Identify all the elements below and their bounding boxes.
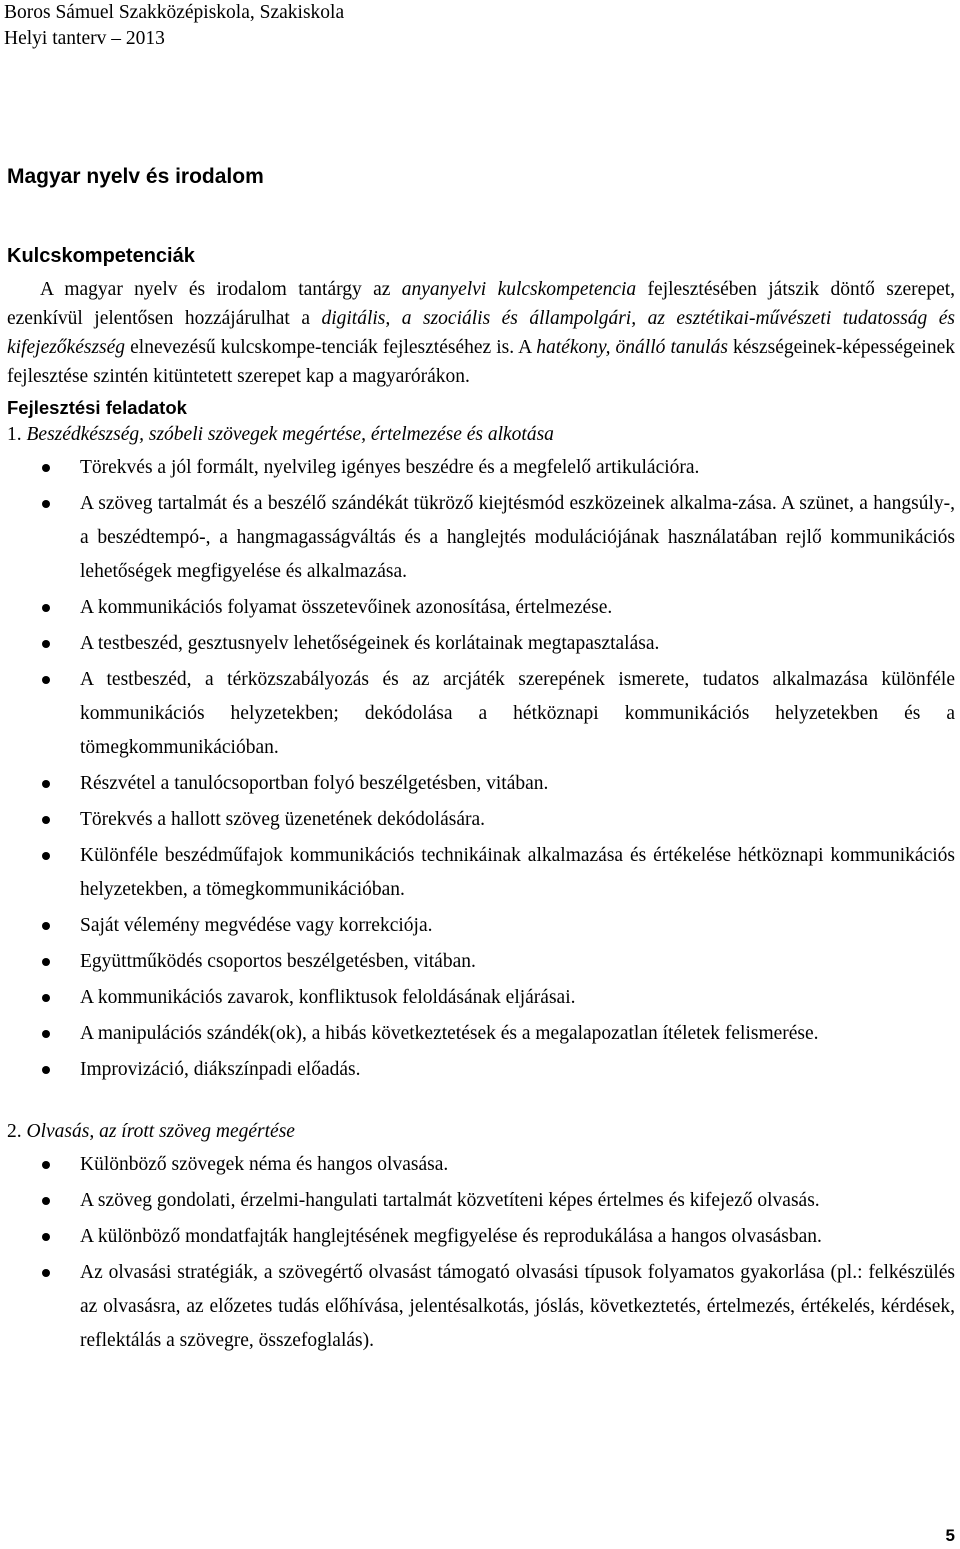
topic-heading bbox=[7, 420, 955, 449]
bullet-icon bbox=[42, 464, 50, 472]
bullet-icon bbox=[42, 994, 50, 1002]
list-item-text: A szöveg gondolati, érzelmi-hangulati tartalmát közvetíteni képes értelmes és kifejező olvasás. bbox=[80, 1190, 820, 1211]
list-item bbox=[7, 663, 955, 765]
list-item bbox=[7, 487, 955, 589]
intro-paragraph bbox=[7, 275, 955, 391]
list-item-text: Részvétel a tanulócsoportban folyó beszélgetésben, vitában. bbox=[80, 773, 549, 794]
bullet-icon bbox=[42, 780, 50, 788]
bullet-icon bbox=[42, 640, 50, 648]
list-item bbox=[7, 909, 955, 943]
topic-title: Olvasás, az írott szöveg megértése bbox=[26, 1121, 295, 1142]
list-item bbox=[7, 945, 955, 979]
bullet-icon bbox=[42, 816, 50, 824]
list-item bbox=[7, 839, 955, 907]
list-item bbox=[7, 1148, 955, 1182]
list-item bbox=[7, 803, 955, 837]
list-item bbox=[7, 1053, 955, 1087]
document-body bbox=[7, 163, 955, 1360]
document-subtitle: Helyi tanterv – 2013 bbox=[4, 28, 165, 49]
section-heading: Kulcskompetenciák bbox=[7, 245, 195, 267]
topic-number: 1. bbox=[7, 424, 22, 445]
list-item-text: Különféle beszédműfajok kommunikációs technikáinak alkalmazása és értékelése hétköznapi kommunikációs helyzetekben, a tömegkommunikációban. bbox=[80, 845, 955, 900]
list-item bbox=[7, 1220, 955, 1254]
list-item bbox=[7, 1256, 955, 1358]
list-item bbox=[7, 451, 955, 485]
list-item-text: Együttműködés csoportos beszélgetésben, vitában. bbox=[80, 951, 476, 972]
bullet-icon bbox=[42, 1269, 50, 1277]
list-item-text: A kommunikációs zavarok, konfliktusok feloldásának eljárásai. bbox=[80, 987, 576, 1008]
intro-run-italic: anyanyelvi kulcskompetencia bbox=[401, 279, 637, 300]
list-item-text: Saját vélemény megvédése vagy korrekciója. bbox=[80, 915, 433, 936]
page-number: 5 bbox=[945, 1526, 955, 1545]
list-item bbox=[7, 591, 955, 625]
page-header bbox=[4, 0, 344, 52]
school-name: Boros Sámuel Szakközépiskola, Szakiskola bbox=[4, 2, 345, 23]
intro-run: A magyar nyelv és irodalom tantárgy az bbox=[40, 279, 402, 300]
list-item-text: A kommunikációs folyamat összetevőinek azonosítása, értelmezése. bbox=[80, 597, 613, 618]
topic-section bbox=[7, 420, 955, 1087]
bullet-icon bbox=[42, 1233, 50, 1241]
bullet-list bbox=[7, 451, 955, 1087]
list-item-text: A szöveg tartalmát és a beszélő szándékát tükröző kiejtésmód eszközeinek alkalma-zása. A szünet, a hangsúly-, a beszédtempó-, a hangmagasságváltás és a hanglejtés modulációjának használatában rejlő kommunikációs lehetőségek megfigyelése és alkalmazása. bbox=[80, 493, 955, 582]
list-item bbox=[7, 981, 955, 1015]
list-item-text: Improvizáció, diákszínpadi előadás. bbox=[80, 1059, 361, 1080]
bullet-icon bbox=[42, 1030, 50, 1038]
list-item-text: A manipulációs szándék(ok), a hibás következtetések és a megalapozatlan ítéletek felismerése. bbox=[80, 1023, 819, 1044]
bullet-icon bbox=[42, 1197, 50, 1205]
bullet-list bbox=[7, 1148, 955, 1358]
intro-run: elnevezésű kulcskompe-tenciák fejlesztéséhez is. A bbox=[125, 337, 537, 358]
list-item-text: A testbeszéd, a térközszabályozás és az arcjáték szerepének ismerete, tudatos alkalmazása különféle kommunikációs helyzetekben; dekódolása a hétköznapi kommunikációs helyzetekben és a tömegkommunikációban. bbox=[80, 669, 955, 758]
intro-run: készségeinek-képességeinek fejlesztése szintén kitüntetett szerepet kap a magyarórákon. bbox=[7, 337, 955, 387]
tasks-heading: Fejlesztési feladatok bbox=[7, 397, 187, 418]
intro-run-italic: hatékony, önálló tanulás bbox=[536, 337, 728, 358]
list-item-text: A különböző mondatfajták hanglejtésének megfigyelése és reprodukálása a hangos olvasásban. bbox=[80, 1226, 822, 1247]
list-item bbox=[7, 767, 955, 801]
list-item-text: Az olvasási stratégiák, a szövegértő olvasást támogató olvasási típusok folyamatos gyakorlása (pl.: felkészülés az olvasásra, az előzetes tudás előhívása, jelentésalkotás, jóslás, következtetés, értelmezés, értékelés, kérdések, reflektálás a szövegre, összefoglalás). bbox=[80, 1262, 955, 1351]
list-item-text: Különböző szövegek néma és hangos olvasása. bbox=[80, 1154, 449, 1175]
topic-number: 2. bbox=[7, 1121, 22, 1142]
bullet-icon bbox=[42, 604, 50, 612]
list-item bbox=[7, 1017, 955, 1051]
bullet-icon bbox=[42, 676, 50, 684]
topic-title: Beszédkészség, szóbeli szövegek megértése, értelmezése és alkotása bbox=[26, 424, 554, 445]
list-item-text: Törekvés a hallott szöveg üzenetének dekódolására. bbox=[80, 809, 485, 830]
bullet-icon bbox=[42, 852, 50, 860]
list-item-text: Törekvés a jól formált, nyelvileg igényes beszédre és a megfelelő artikulációra. bbox=[80, 457, 700, 478]
list-item-text: A testbeszéd, gesztusnyelv lehetőségeinek és korlátainak megtapasztalása. bbox=[80, 633, 660, 654]
topic-heading bbox=[7, 1117, 955, 1146]
list-item bbox=[7, 627, 955, 661]
intro-run-italic: digitális, a szociális és állampolgári, az esztétikai-művészeti tudatosság és kifejezőkészség bbox=[7, 308, 955, 358]
list-item bbox=[7, 1184, 955, 1218]
bullet-icon bbox=[42, 958, 50, 966]
topic-section bbox=[7, 1117, 955, 1358]
bullet-icon bbox=[42, 500, 50, 508]
intro-run: fejlesztésében játszik döntő szerepet, ezenkívül jelentősen hozzájárulhat a bbox=[7, 279, 956, 329]
bullet-icon bbox=[42, 1066, 50, 1074]
bullet-icon bbox=[42, 922, 50, 930]
bullet-icon bbox=[42, 1161, 50, 1169]
document-title: Magyar nyelv és irodalom bbox=[7, 165, 264, 188]
